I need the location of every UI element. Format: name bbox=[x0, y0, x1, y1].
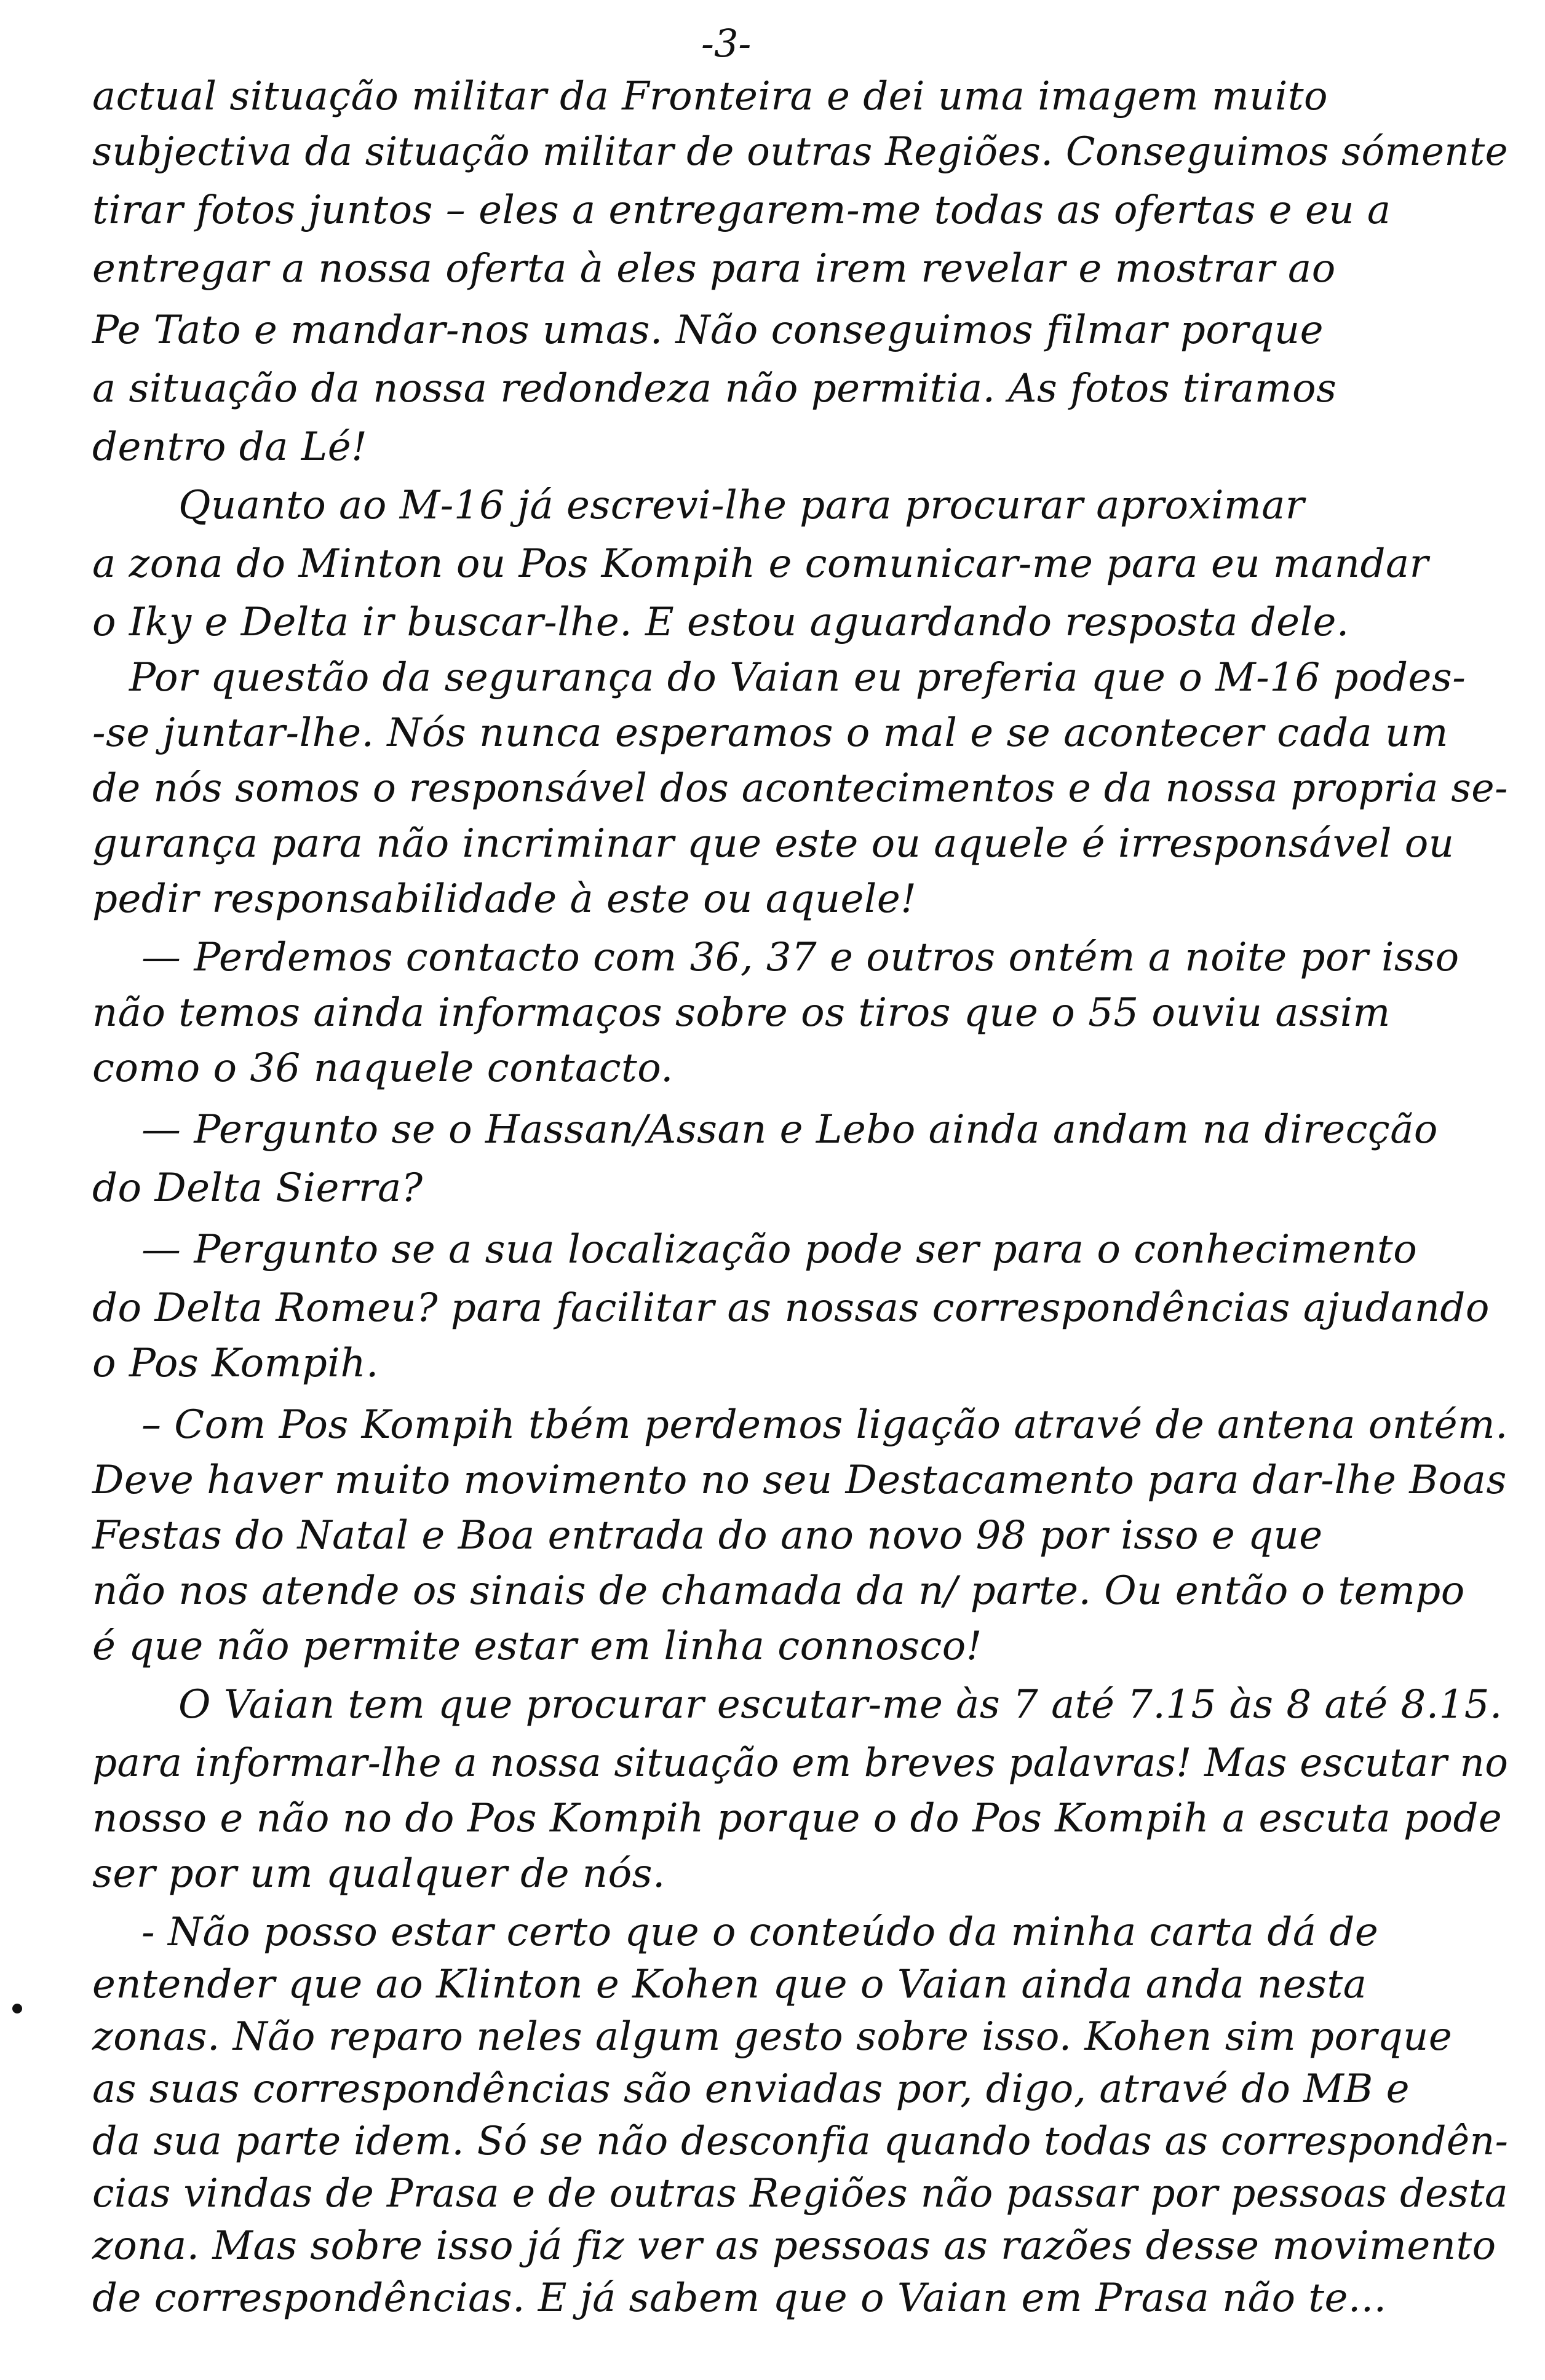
handwritten-line: as suas correspondências são enviadas por, digo, atravé do MB e bbox=[92, 2066, 1410, 2112]
handwritten-line: subjectiva da situação militar de outras Regiões. Conseguimos sómente bbox=[92, 129, 1508, 175]
handwritten-line: nosso e não no do Pos Kompih porque o do Pos Kompih a escuta pode bbox=[92, 1796, 1503, 1841]
handwritten-line: — Perdemos contacto com 36, 37 e outros ontém a noite por isso bbox=[141, 935, 1460, 980]
handwritten-line: o Iky e Delta ir buscar-lhe. E estou aguardando resposta dele. bbox=[92, 600, 1349, 645]
handwritten-line: Deve haver muito movimento no seu Destacamento para dar-lhe Boas bbox=[92, 1458, 1507, 1503]
handwritten-line: de nós somos o responsável dos acontecimentos e da nossa propria se- bbox=[92, 766, 1508, 811]
handwritten-line: gurança para não incriminar que este ou aquele é irresponsável ou bbox=[92, 821, 1455, 867]
handwritten-line: entender que ao Klinton e Kohen que o Vaian ainda anda nesta bbox=[92, 1962, 1367, 2007]
handwritten-line: dentro da Lé! bbox=[92, 424, 368, 470]
handwritten-line: o Pos Kompih. bbox=[92, 1341, 379, 1386]
handwritten-line: - Não posso estar certo que o conteúdo da minha carta dá de bbox=[141, 1910, 1379, 1955]
handwritten-line: Por questão da segurança do Vaian eu preferia que o M-16 podes- bbox=[129, 655, 1466, 700]
handwritten-line: não temos ainda informaços sobre os tiros que o 55 ouviu assim bbox=[92, 990, 1391, 1036]
handwritten-line: de correspondências. E já sabem que o Vaian em Prasa não te... bbox=[92, 2275, 1387, 2321]
handwritten-line: a zona do Minton ou Pos Kompih e comunicar-me para eu mandar bbox=[92, 541, 1429, 587]
handwritten-line: Pe Tato e mandar-nos umas. Não conseguimos filmar porque bbox=[92, 307, 1324, 353]
handwritten-line: não nos atende os sinais de chamada da n/ parte. Ou então o tempo bbox=[92, 1568, 1465, 1614]
handwritten-line: Festas do Natal e Boa entrada do ano novo 98 por isso e que bbox=[92, 1513, 1323, 1558]
handwritten-line: a situação da nossa redondeza não permitia. As fotos tiramos bbox=[92, 366, 1337, 411]
handwritten-line: -se juntar-lhe. Nós nunca esperamos o mal e se acontecer cada um bbox=[92, 710, 1448, 756]
handwritten-line: do Delta Romeu? para facilitar as nossas correspondências ajudando bbox=[92, 1285, 1490, 1331]
handwritten-line: do Delta Sierra? bbox=[92, 1165, 423, 1211]
handwritten-line: tirar fotos juntos – eles a entregarem-me todas as ofertas e eu a bbox=[92, 188, 1391, 233]
page-number: -3- bbox=[701, 21, 752, 66]
handwritten-line: – Com Pos Kompih tbém perdemos ligação atravé de antena ontém. bbox=[141, 1402, 1508, 1448]
handwritten-line: zonas. Não reparo neles algum gesto sobre isso. Kohen sim porque bbox=[92, 2014, 1453, 2060]
margin-ink-dot bbox=[12, 2004, 22, 2013]
handwritten-line: — Pergunto se o Hassan/Assan e Lebo ainda andam na direcção bbox=[141, 1107, 1438, 1152]
handwritten-line: actual situação militar da Fronteira e dei uma imagem muito bbox=[92, 74, 1329, 119]
handwritten-line: — Pergunto se a sua localização pode ser para o conhecimento bbox=[141, 1227, 1418, 1272]
handwritten-line: ser por um qualquer de nós. bbox=[92, 1851, 665, 1897]
handwritten-line: como o 36 naquele contacto. bbox=[92, 1045, 673, 1091]
handwritten-line: é que não permite estar em linha connosco! bbox=[92, 1624, 982, 1669]
handwritten-line: Quanto ao M-16 já escrevi-lhe para procurar aproximar bbox=[178, 483, 1305, 528]
handwritten-line: cias vindas de Prasa e de outras Regiões não passar por pessoas desta bbox=[92, 2171, 1509, 2216]
handwritten-line: pedir responsabilidade à este ou aquele! bbox=[92, 876, 917, 922]
handwritten-line: da sua parte idem. Só se não desconfia quando todas as correspondên- bbox=[92, 2119, 1509, 2164]
handwritten-line: entregar a nossa oferta à eles para irem revelar e mostrar ao bbox=[92, 246, 1336, 292]
handwritten-line: O Vaian tem que procurar escutar-me às 7 até 7.15 às 8 até 8.15. bbox=[178, 1682, 1503, 1727]
handwritten-line: zona. Mas sobre isso já fiz ver as pessoas as razões desse movimento bbox=[92, 2223, 1496, 2269]
handwritten-line: para informar-lhe a nossa situação em breves palavras! Mas escutar no bbox=[92, 1740, 1509, 1786]
